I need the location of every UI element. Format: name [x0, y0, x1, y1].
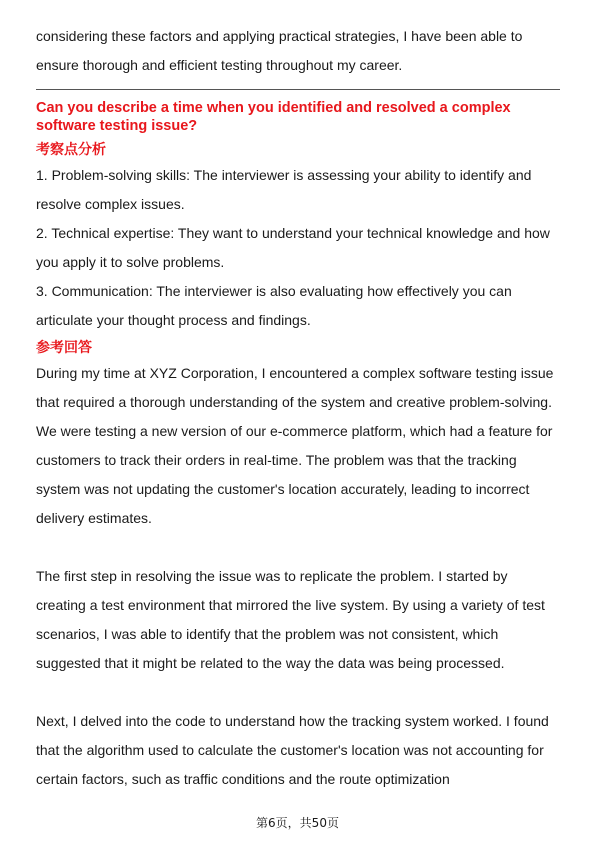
page-number-footer: 第6页，共50页 [256, 816, 339, 830]
analysis-heading: 考察点分析 [36, 142, 106, 158]
question-title: Can you describe a time when you identified and resolved a complex software testing issue? [36, 100, 511, 134]
answer-paragraph-3: Next, I delved into the code to understand how the tracking system worked. I found that the algorithm used to calculate the customer's location was not accounting for certain factors, such as traffic conditions and the route optimization [36, 713, 549, 787]
intro-paragraph: considering these factors and applying practical strategies, I have been able to ensure thorough and efficient testing throughout my career. [36, 28, 523, 73]
document-page [36, 22, 560, 794]
analysis-point-1: 1. Problem-solving skills: The interviewer is assessing your ability to identify and resolve complex issues. [36, 167, 532, 212]
analysis-point-3: 3. Communication: The interviewer is also evaluating how effectively you can articulate your thought process and findings. [36, 283, 512, 328]
paragraph-gap [36, 533, 560, 562]
section-divider [36, 89, 560, 90]
answer-paragraph-1: During my time at XYZ Corporation, I encountered a complex software testing issue that required a thorough understanding of the system and creative problem-solving. We were testing a new version of our e-commerce platform, which had a feature for customers to track their orders in real-time. The problem was that the tracking system was not updating the customer's location accurately, leading to incorrect delivery estimates. [36, 365, 554, 526]
paragraph-gap [36, 678, 560, 707]
analysis-point-2: 2. Technical expertise: They want to understand your technical knowledge and how you apply it to solve problems. [36, 225, 550, 270]
answer-paragraph-2: The first step in resolving the issue was to replicate the problem. I started by creating a test environment that mirrored the live system. By using a variety of test scenarios, I was able to identify that the problem was not consistent, which suggested that it might be related to the way the data was being processed. [36, 568, 545, 671]
answer-heading: 参考回答 [36, 340, 92, 356]
